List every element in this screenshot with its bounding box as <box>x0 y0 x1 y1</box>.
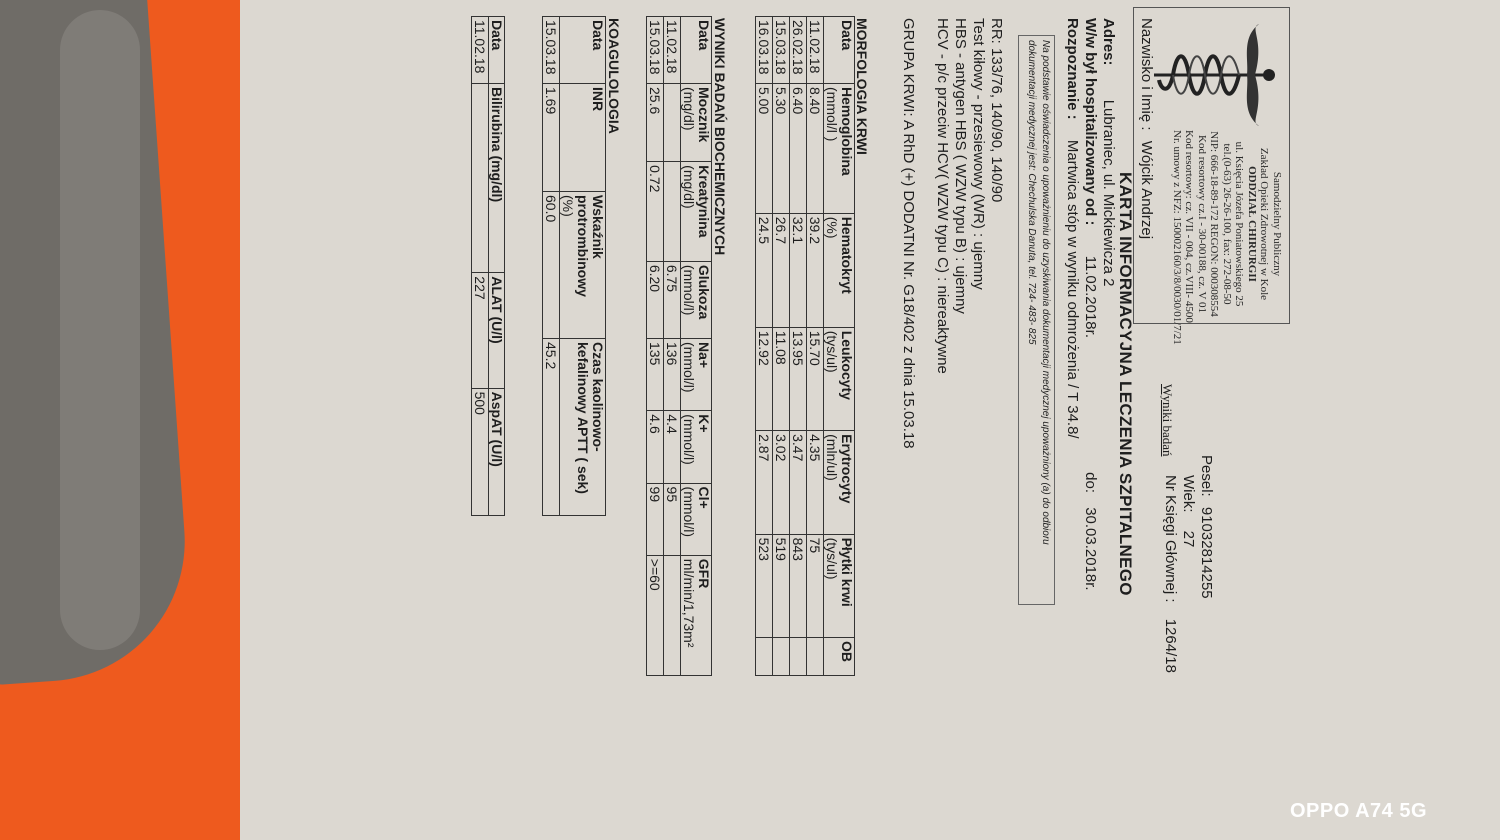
hbs-row: HBS - antygen HBS ( WZW typu B) : ujemny <box>952 18 969 314</box>
col-data: Data <box>681 17 712 84</box>
rr-row: RR: 133/76, 140/90, 140/90 <box>988 18 1005 203</box>
morfologia-table <box>755 16 855 676</box>
adres-value: Lubraniec, ul. Mickiewicza 2 <box>1100 99 1117 287</box>
pesel-value: 91032814255 <box>1198 506 1215 599</box>
name-label: Nazwisko i Imię : <box>1138 18 1155 131</box>
background-fabric-fold <box>60 10 140 650</box>
wiek-label: Wiek: <box>1180 475 1197 513</box>
hospital-line: Nr. umowy z NFZ: 150002160/3/8/0030/01/7/21 <box>1171 130 1183 345</box>
biochem-table <box>646 16 712 676</box>
document-title: KARTA INFORMACYJNA LECZENIA SZPITALNEGO <box>1116 172 1135 596</box>
col-bilirubina: Bilirubina (mg/dl) <box>489 84 505 273</box>
hospital-line: Kod resortowy cz.I - 30-00188, cz. V 01 <box>1196 135 1208 313</box>
wiek-row <box>1180 475 1197 547</box>
hospitalization-label: W/w był hospitalizowany od : <box>1082 18 1099 226</box>
col-alat: ALAT (U/l) <box>489 273 505 388</box>
ksiega-value: 1264/18 <box>1162 618 1179 673</box>
col-na: Na+ (mmol/l) <box>681 339 712 411</box>
hospital-line: tel.(0-63) 26-26-100, fax: 272-08-50 <box>1221 143 1233 305</box>
name-value: Wójcik Andrzej <box>1138 140 1155 240</box>
hospitalization-to: 30.03.2018r. <box>1082 507 1099 591</box>
caduceus-icon <box>1149 20 1279 130</box>
morfologia-title: MORFOLOGIA KRWI <box>854 18 870 155</box>
table-row: 15.03.18 5.30 26.7 11.08 3.02 519 <box>773 17 790 676</box>
col-kreatynina: Kreatynina (mg/dl) <box>681 162 712 262</box>
hospital-line: Zakład Opieki Zdrowotnej w Kole <box>1258 147 1271 301</box>
col-k: K+ (mmol/l) <box>681 411 712 483</box>
camera-watermark: OPPO A74 5G <box>1290 800 1428 822</box>
table-row: 26.02.18 6.40 32.1 13.95 3.47 843 <box>790 17 807 676</box>
col-hemoglobina: Hemoglobina (mmol/l ) <box>824 84 855 214</box>
koagulologia-table <box>542 16 606 516</box>
adres-label: Adres: <box>1100 18 1117 66</box>
biochem-title: WYNIKI BADAŃ BIOCHEMICZNYCH <box>712 18 728 256</box>
ksiega-row <box>1162 475 1179 673</box>
col-plytki: Płytki krwi (tys/ul) <box>824 534 855 637</box>
table-row: 15.03.18 1.69 60.0 45.2 <box>543 17 560 516</box>
hcv-row: HCV - p/c przeciw HCV( WZW typu C) : niereaktywne <box>934 18 951 374</box>
col-inr: INR <box>560 84 606 192</box>
hospital-line: Samodzielny Publiczny <box>1271 171 1283 277</box>
hospitalization-to-label: do: <box>1082 472 1099 494</box>
table-header-row <box>560 17 606 516</box>
table-row: 16.03.18 5.00 24.5 12.92 2.87 523 <box>756 17 773 676</box>
col-cl: Cl+ (mmol/l) <box>681 483 712 555</box>
col-leukocyty: Leukocyty (tys/ul) <box>824 327 855 430</box>
koagulologia-title: KOAGULOLOGIA <box>606 18 622 134</box>
table-row: 11.02.18 227 500 <box>472 17 489 516</box>
table-header-row <box>824 17 855 676</box>
rozpoznanie-row <box>1064 18 1081 439</box>
col-wskaznik: Wskaźnik protrombinowy (%) <box>560 192 606 339</box>
wyniki-badan-heading: Wyniki badań <box>1160 384 1175 457</box>
table-header-row <box>489 17 505 516</box>
table-row: 15.03.18 25.6 0.72 6.20 135 4.6 99 >=60 <box>647 17 664 676</box>
wr-row: Test kiłowy - przesiewowy (WR) : ujemny <box>970 18 987 290</box>
ksiega-label: Nr Księgi Głównej : <box>1162 475 1179 603</box>
name-row <box>1138 18 1155 239</box>
hospital-line: ul. Księcia Józefa Poniatowskiego 25 <box>1233 141 1246 307</box>
watrobowe-table <box>471 16 505 516</box>
hospital-line: Kod resortowy: cz. VII - 004, cz.VIII- 4500 <box>1183 130 1196 323</box>
col-data: Data <box>560 17 606 84</box>
hospitalization-row <box>1082 18 1099 591</box>
table-header-row <box>681 17 712 676</box>
table-row: 11.02.18 8.40 39.2 15.70 4.35 75 <box>807 17 824 676</box>
rotated-document <box>260 0 1460 840</box>
pesel-row <box>1198 455 1215 599</box>
pesel-label: Pesel: <box>1198 455 1215 497</box>
hospital-line: NIP: 666-18-89-172 REGON: 000308554 <box>1208 131 1221 317</box>
col-aptt: Czas kaolinowo-kefalinowy APTT ( sek) <box>560 339 606 516</box>
col-data: Data <box>824 17 855 84</box>
col-mocznik: Mocznik (mg/dl) <box>681 84 712 162</box>
col-hematokryt: Hematokryt (%) <box>824 213 855 327</box>
col-aspat: AspAT (U/l) <box>489 388 505 515</box>
col-glukoza: Glukoza (mmol/l) <box>681 261 712 338</box>
authorization-notice: Na podstawie oświadczenia o upoważnieniu do uzyskiwania dokumentacji medycznej upoważniony (a) do odbioru dokumentacji medycznej jest: Chechulska Danuta, tel. 724- 483- 825 <box>1018 35 1055 605</box>
rozpoznanie-label: Rozpoznanie : <box>1064 18 1081 120</box>
hospitalization-from: 11.02.2018r. <box>1082 255 1099 338</box>
col-erytrocyty: Erytrocyty (mln/ul) <box>824 431 855 534</box>
hospital-stamp <box>1133 7 1290 345</box>
rozpoznanie-value: Martwica stóp w wyniku odmrożenia / T 34.8/ <box>1064 139 1081 439</box>
table-row: 11.02.18 6.75 136 4.4 95 <box>664 17 681 676</box>
wiek-value: 27 <box>1180 530 1197 548</box>
col-ob: OB <box>824 638 855 676</box>
col-gfr: GFR ml/min/1,73m² <box>681 555 712 675</box>
blood-group-row: GRUPA KRWI: A RhD (+) DODATNI Nr. G18/402 z dnia 15.03.18 <box>900 18 917 449</box>
adres-row <box>1100 18 1117 286</box>
hospital-line: ODDZIAŁ CHIRURGII <box>1246 166 1258 282</box>
hospital-address-block <box>1171 130 1284 345</box>
col-data: Data <box>489 17 505 84</box>
